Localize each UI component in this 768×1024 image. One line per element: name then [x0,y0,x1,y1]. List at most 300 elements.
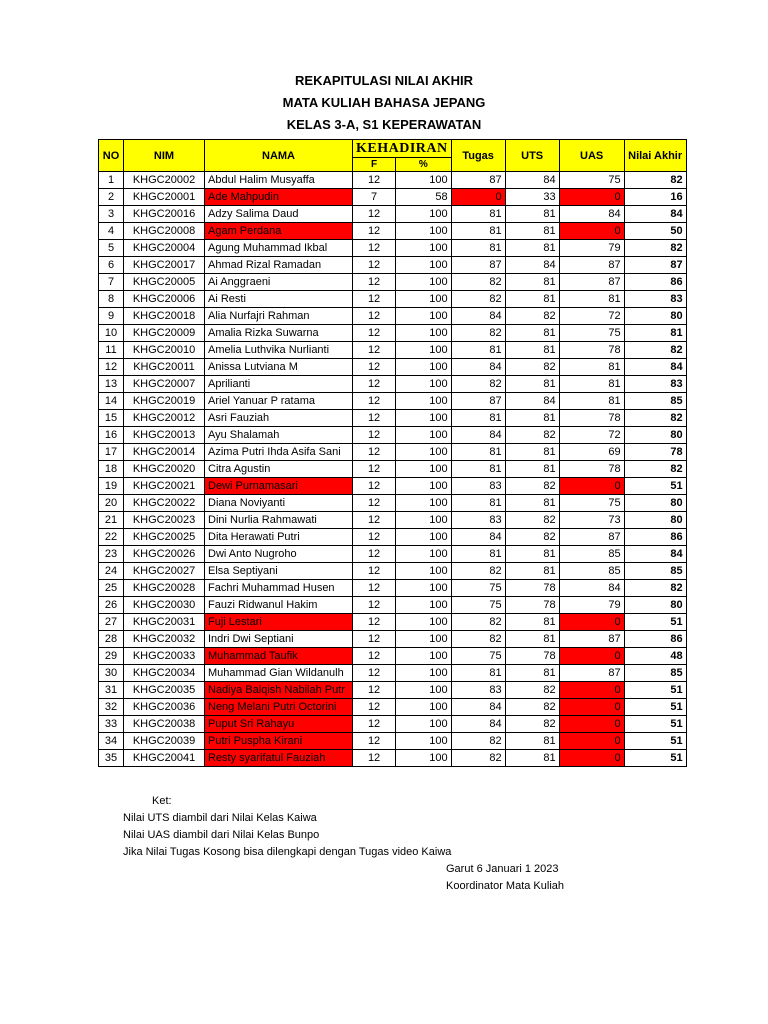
row-tugas: 83 [451,478,505,495]
row-uts: 81 [505,223,559,240]
row-f: 12 [353,682,396,699]
row-no: 28 [99,631,124,648]
row-pct: 100 [396,376,451,393]
row-uas: 85 [559,546,624,563]
row-no: 24 [99,563,124,580]
row-f: 12 [353,665,396,682]
row-f: 12 [353,495,396,512]
row-pct: 100 [396,240,451,257]
row-uas: 72 [559,308,624,325]
row-uas: 0 [559,699,624,716]
row-uas: 75 [559,325,624,342]
row-nim: KHGC20025 [124,529,205,546]
row-tugas: 81 [451,342,505,359]
row-tugas: 75 [451,648,505,665]
row-uas: 81 [559,393,624,410]
row-nilai-akhir: 87 [624,257,686,274]
row-f: 12 [353,376,396,393]
row-nim: KHGC20018 [124,308,205,325]
table-row [99,512,687,529]
row-pct: 100 [396,648,451,665]
row-uas: 0 [559,223,624,240]
row-no: 12 [99,359,124,376]
row-nilai-akhir: 82 [624,172,686,189]
row-pct: 100 [396,614,451,631]
row-pct: 100 [396,325,451,342]
title-line-1: REKAPITULASI NILAI AKHIR [295,73,473,88]
row-tugas: 81 [451,546,505,563]
row-nama: Abdul Halim Musyaffa [205,172,353,189]
row-no: 26 [99,597,124,614]
row-uas: 79 [559,597,624,614]
row-no: 13 [99,376,124,393]
header-uas: UAS [559,140,624,172]
row-tugas: 81 [451,444,505,461]
row-no: 20 [99,495,124,512]
row-uas: 84 [559,206,624,223]
row-nama: Citra Agustin [205,461,353,478]
table-row [99,342,687,359]
row-nama: Aprilianti [205,376,353,393]
row-pct: 100 [396,529,451,546]
row-uts: 82 [505,512,559,529]
row-nilai-akhir: 86 [624,529,686,546]
header-tugas: Tugas [451,140,505,172]
row-nilai-akhir: 86 [624,631,686,648]
row-nilai-akhir: 82 [624,410,686,427]
row-uts: 81 [505,750,559,767]
row-uas: 78 [559,461,624,478]
row-uas: 87 [559,274,624,291]
row-uts: 81 [505,733,559,750]
row-uas: 72 [559,427,624,444]
header-kehadiran: KEHADIRAN [353,140,452,158]
table-row [99,716,687,733]
row-uts: 81 [505,376,559,393]
row-f: 12 [353,223,396,240]
note-line: Nilai UTS diambil dari Nilai Kelas Kaiwa [123,812,317,824]
row-uts: 81 [505,274,559,291]
row-nim: KHGC20036 [124,699,205,716]
row-no: 35 [99,750,124,767]
row-pct: 100 [396,410,451,427]
row-pct: 100 [396,716,451,733]
row-no: 19 [99,478,124,495]
row-uas: 78 [559,410,624,427]
row-tugas: 81 [451,461,505,478]
row-uas: 0 [559,750,624,767]
row-tugas: 81 [451,665,505,682]
row-uts: 81 [505,631,559,648]
row-nama: Amelia Luthvika Nurlianti [205,342,353,359]
row-f: 12 [353,716,396,733]
row-tugas: 82 [451,563,505,580]
row-pct: 100 [396,631,451,648]
row-f: 12 [353,172,396,189]
row-pct: 100 [396,308,451,325]
table-body [99,172,687,767]
table-row [99,257,687,274]
table-row [99,733,687,750]
row-no: 2 [99,189,124,206]
row-tugas: 84 [451,529,505,546]
row-nilai-akhir: 50 [624,223,686,240]
table-row [99,325,687,342]
row-nama: Ai Anggraeni [205,274,353,291]
table-row [99,308,687,325]
row-uas: 87 [559,665,624,682]
row-uas: 81 [559,359,624,376]
row-nim: KHGC20035 [124,682,205,699]
row-nama: Fauzi Ridwanul Hakim [205,597,353,614]
table-row [99,359,687,376]
row-nama: Anissa Lutviana M [205,359,353,376]
row-nilai-akhir: 82 [624,342,686,359]
row-uts: 81 [505,206,559,223]
row-nama: Amalia Rizka Suwarna [205,325,353,342]
row-uts: 82 [505,716,559,733]
row-f: 12 [353,648,396,665]
row-nim: KHGC20031 [124,614,205,631]
table-row [99,291,687,308]
row-nama: Muhammad Taufik [205,648,353,665]
row-uas: 0 [559,614,624,631]
row-no: 27 [99,614,124,631]
row-pct: 100 [396,444,451,461]
row-tugas: 87 [451,257,505,274]
row-nim: KHGC20020 [124,461,205,478]
row-tugas: 81 [451,223,505,240]
row-tugas: 82 [451,631,505,648]
row-no: 10 [99,325,124,342]
table-row [99,495,687,512]
row-uas: 0 [559,682,624,699]
table-row [99,427,687,444]
row-uts: 82 [505,359,559,376]
row-no: 11 [99,342,124,359]
row-pct: 100 [396,257,451,274]
row-nim: KHGC20012 [124,410,205,427]
row-nilai-akhir: 84 [624,359,686,376]
row-pct: 100 [396,274,451,291]
row-nim: KHGC20041 [124,750,205,767]
row-nim: KHGC20016 [124,206,205,223]
row-nilai-akhir: 83 [624,291,686,308]
table-row [99,223,687,240]
row-nama: Nadiya Balqish Nabilah Putr [205,682,353,699]
row-nim: KHGC20030 [124,597,205,614]
table-header [99,140,687,172]
header-no: NO [99,140,124,172]
row-f: 12 [353,529,396,546]
row-uts: 78 [505,648,559,665]
row-tugas: 81 [451,240,505,257]
row-tugas: 82 [451,274,505,291]
row-uas: 79 [559,240,624,257]
title-line-2: MATA KULIAH BAHASA JEPANG [282,95,486,110]
row-no: 30 [99,665,124,682]
row-uts: 81 [505,614,559,631]
row-pct: 100 [396,495,451,512]
row-no: 17 [99,444,124,461]
row-nama: Neng Melani Putri Octorini [205,699,353,716]
row-nim: KHGC20017 [124,257,205,274]
row-f: 12 [353,614,396,631]
row-tugas: 83 [451,512,505,529]
row-nilai-akhir: 85 [624,393,686,410]
row-nama: Ade Mahpudin [205,189,353,206]
row-tugas: 84 [451,716,505,733]
row-no: 33 [99,716,124,733]
row-nilai-akhir: 16 [624,189,686,206]
row-no: 5 [99,240,124,257]
row-no: 32 [99,699,124,716]
row-uts: 81 [505,495,559,512]
row-uts: 84 [505,393,559,410]
row-f: 12 [353,631,396,648]
row-f: 12 [353,461,396,478]
row-nim: KHGC20004 [124,240,205,257]
row-uas: 85 [559,563,624,580]
row-uts: 78 [505,580,559,597]
row-f: 12 [353,325,396,342]
row-tugas: 82 [451,614,505,631]
row-f: 12 [353,240,396,257]
row-uts: 33 [505,189,559,206]
header-f: F [353,158,396,172]
table-row [99,274,687,291]
row-nilai-akhir: 82 [624,461,686,478]
row-nim: KHGC20019 [124,393,205,410]
row-nim: KHGC20023 [124,512,205,529]
row-nilai-akhir: 78 [624,444,686,461]
row-uts: 81 [505,240,559,257]
row-nim: KHGC20008 [124,223,205,240]
row-pct: 100 [396,478,451,495]
row-pct: 100 [396,342,451,359]
row-nama: Indri Dwi Septiani [205,631,353,648]
row-tugas: 81 [451,495,505,512]
row-tugas: 82 [451,750,505,767]
row-tugas: 84 [451,427,505,444]
row-nim: KHGC20010 [124,342,205,359]
table-row [99,478,687,495]
header-nim: NIM [124,140,205,172]
row-f: 12 [353,291,396,308]
row-nilai-akhir: 51 [624,733,686,750]
row-nilai-akhir: 82 [624,240,686,257]
row-uts: 82 [505,529,559,546]
row-f: 12 [353,580,396,597]
row-nama: Ariel Yanuar P ratama [205,393,353,410]
row-uas: 0 [559,716,624,733]
row-nilai-akhir: 51 [624,614,686,631]
row-nim: KHGC20007 [124,376,205,393]
table-row [99,393,687,410]
table-row [99,529,687,546]
row-nama: Resty syarifatul Fauziah [205,750,353,767]
row-pct: 100 [396,359,451,376]
row-nama: Ayu Shalamah [205,427,353,444]
row-no: 7 [99,274,124,291]
row-pct: 100 [396,461,451,478]
note-line: Nilai UAS diambil dari Nilai Kelas Bunpo [123,829,320,841]
row-no: 29 [99,648,124,665]
row-uts: 82 [505,427,559,444]
row-nama: Puput Sri Rahayu [205,716,353,733]
row-pct: 100 [396,597,451,614]
row-uas: 81 [559,291,624,308]
row-nama: Dwi Anto Nugroho [205,546,353,563]
row-uas: 0 [559,189,624,206]
table-row [99,682,687,699]
row-tugas: 81 [451,410,505,427]
row-no: 16 [99,427,124,444]
row-pct: 100 [396,223,451,240]
row-nilai-akhir: 80 [624,427,686,444]
row-f: 12 [353,206,396,223]
row-no: 15 [99,410,124,427]
row-nim: KHGC20034 [124,665,205,682]
row-uts: 81 [505,291,559,308]
row-nama: Asri Fauziah [205,410,353,427]
row-nilai-akhir: 81 [624,325,686,342]
table-row [99,648,687,665]
row-f: 12 [353,512,396,529]
row-uts: 82 [505,699,559,716]
row-f: 12 [353,699,396,716]
row-f: 12 [353,546,396,563]
row-nilai-akhir: 86 [624,274,686,291]
table-row [99,699,687,716]
header-uts: UTS [505,140,559,172]
row-nim: KHGC20002 [124,172,205,189]
row-tugas: 82 [451,733,505,750]
row-pct: 100 [396,563,451,580]
row-nilai-akhir: 80 [624,512,686,529]
row-pct: 100 [396,393,451,410]
row-uas: 0 [559,478,624,495]
row-uts: 81 [505,563,559,580]
row-f: 12 [353,393,396,410]
row-nilai-akhir: 51 [624,716,686,733]
row-nim: KHGC20013 [124,427,205,444]
row-no: 34 [99,733,124,750]
row-nama: Adzy Salima Daud [205,206,353,223]
row-nim: KHGC20027 [124,563,205,580]
row-nim: KHGC20039 [124,733,205,750]
row-nama: Dini Nurlia Rahmawati [205,512,353,529]
row-pct: 100 [396,172,451,189]
row-uas: 73 [559,512,624,529]
row-uas: 87 [559,529,624,546]
row-uts: 81 [505,461,559,478]
row-f: 7 [353,189,396,206]
table-row [99,172,687,189]
row-nilai-akhir: 80 [624,597,686,614]
row-no: 8 [99,291,124,308]
row-uas: 87 [559,631,624,648]
row-pct: 100 [396,699,451,716]
row-uts: 81 [505,410,559,427]
header-nilai-akhir: Nilai Akhir [624,140,686,172]
row-f: 12 [353,733,396,750]
signature-role: Koordinator Mata Kuliah [446,880,565,892]
row-no: 31 [99,682,124,699]
row-nilai-akhir: 83 [624,376,686,393]
row-uas: 75 [559,172,624,189]
row-nama: Elsa Septiyani [205,563,353,580]
row-pct: 100 [396,427,451,444]
row-uts: 82 [505,308,559,325]
row-nilai-akhir: 51 [624,699,686,716]
row-uts: 81 [505,444,559,461]
row-nama: Putri Puspha Kirani [205,733,353,750]
row-f: 12 [353,427,396,444]
row-uas: 78 [559,342,624,359]
row-nilai-akhir: 84 [624,546,686,563]
row-tugas: 75 [451,580,505,597]
header-pct: % [396,158,451,172]
row-f: 12 [353,444,396,461]
row-pct: 100 [396,665,451,682]
row-no: 21 [99,512,124,529]
row-f: 12 [353,257,396,274]
row-f: 12 [353,478,396,495]
row-pct: 100 [396,206,451,223]
row-pct: 100 [396,750,451,767]
row-uts: 81 [505,325,559,342]
row-uas: 0 [559,733,624,750]
row-nim: KHGC20001 [124,189,205,206]
table-row [99,444,687,461]
row-tugas: 87 [451,172,505,189]
row-nim: KHGC20006 [124,291,205,308]
table-row [99,461,687,478]
table-row [99,240,687,257]
row-nama: Alia Nurfajri Rahman [205,308,353,325]
row-uts: 82 [505,478,559,495]
table-row [99,580,687,597]
row-f: 12 [353,274,396,291]
row-nim: KHGC20033 [124,648,205,665]
row-nama: Muhammad Gian Wildanulh [205,665,353,682]
signature-place-date: Garut 6 Januari 1 2023 [446,863,559,875]
table-row [99,614,687,631]
row-pct: 100 [396,682,451,699]
row-pct: 100 [396,291,451,308]
row-nilai-akhir: 82 [624,580,686,597]
row-no: 22 [99,529,124,546]
row-uas: 87 [559,257,624,274]
notes-heading: Ket: [152,795,172,807]
row-nama: Dita Herawati Putri [205,529,353,546]
row-no: 14 [99,393,124,410]
row-uas: 84 [559,580,624,597]
row-uas: 75 [559,495,624,512]
row-tugas: 75 [451,597,505,614]
row-nama: Agam Perdana [205,223,353,240]
row-nim: KHGC20026 [124,546,205,563]
row-nama: Diana Noviyanti [205,495,353,512]
row-nim: KHGC20011 [124,359,205,376]
table-row [99,597,687,614]
table-row [99,189,687,206]
row-pct: 100 [396,580,451,597]
row-no: 18 [99,461,124,478]
table-row [99,410,687,427]
table-row [99,546,687,563]
